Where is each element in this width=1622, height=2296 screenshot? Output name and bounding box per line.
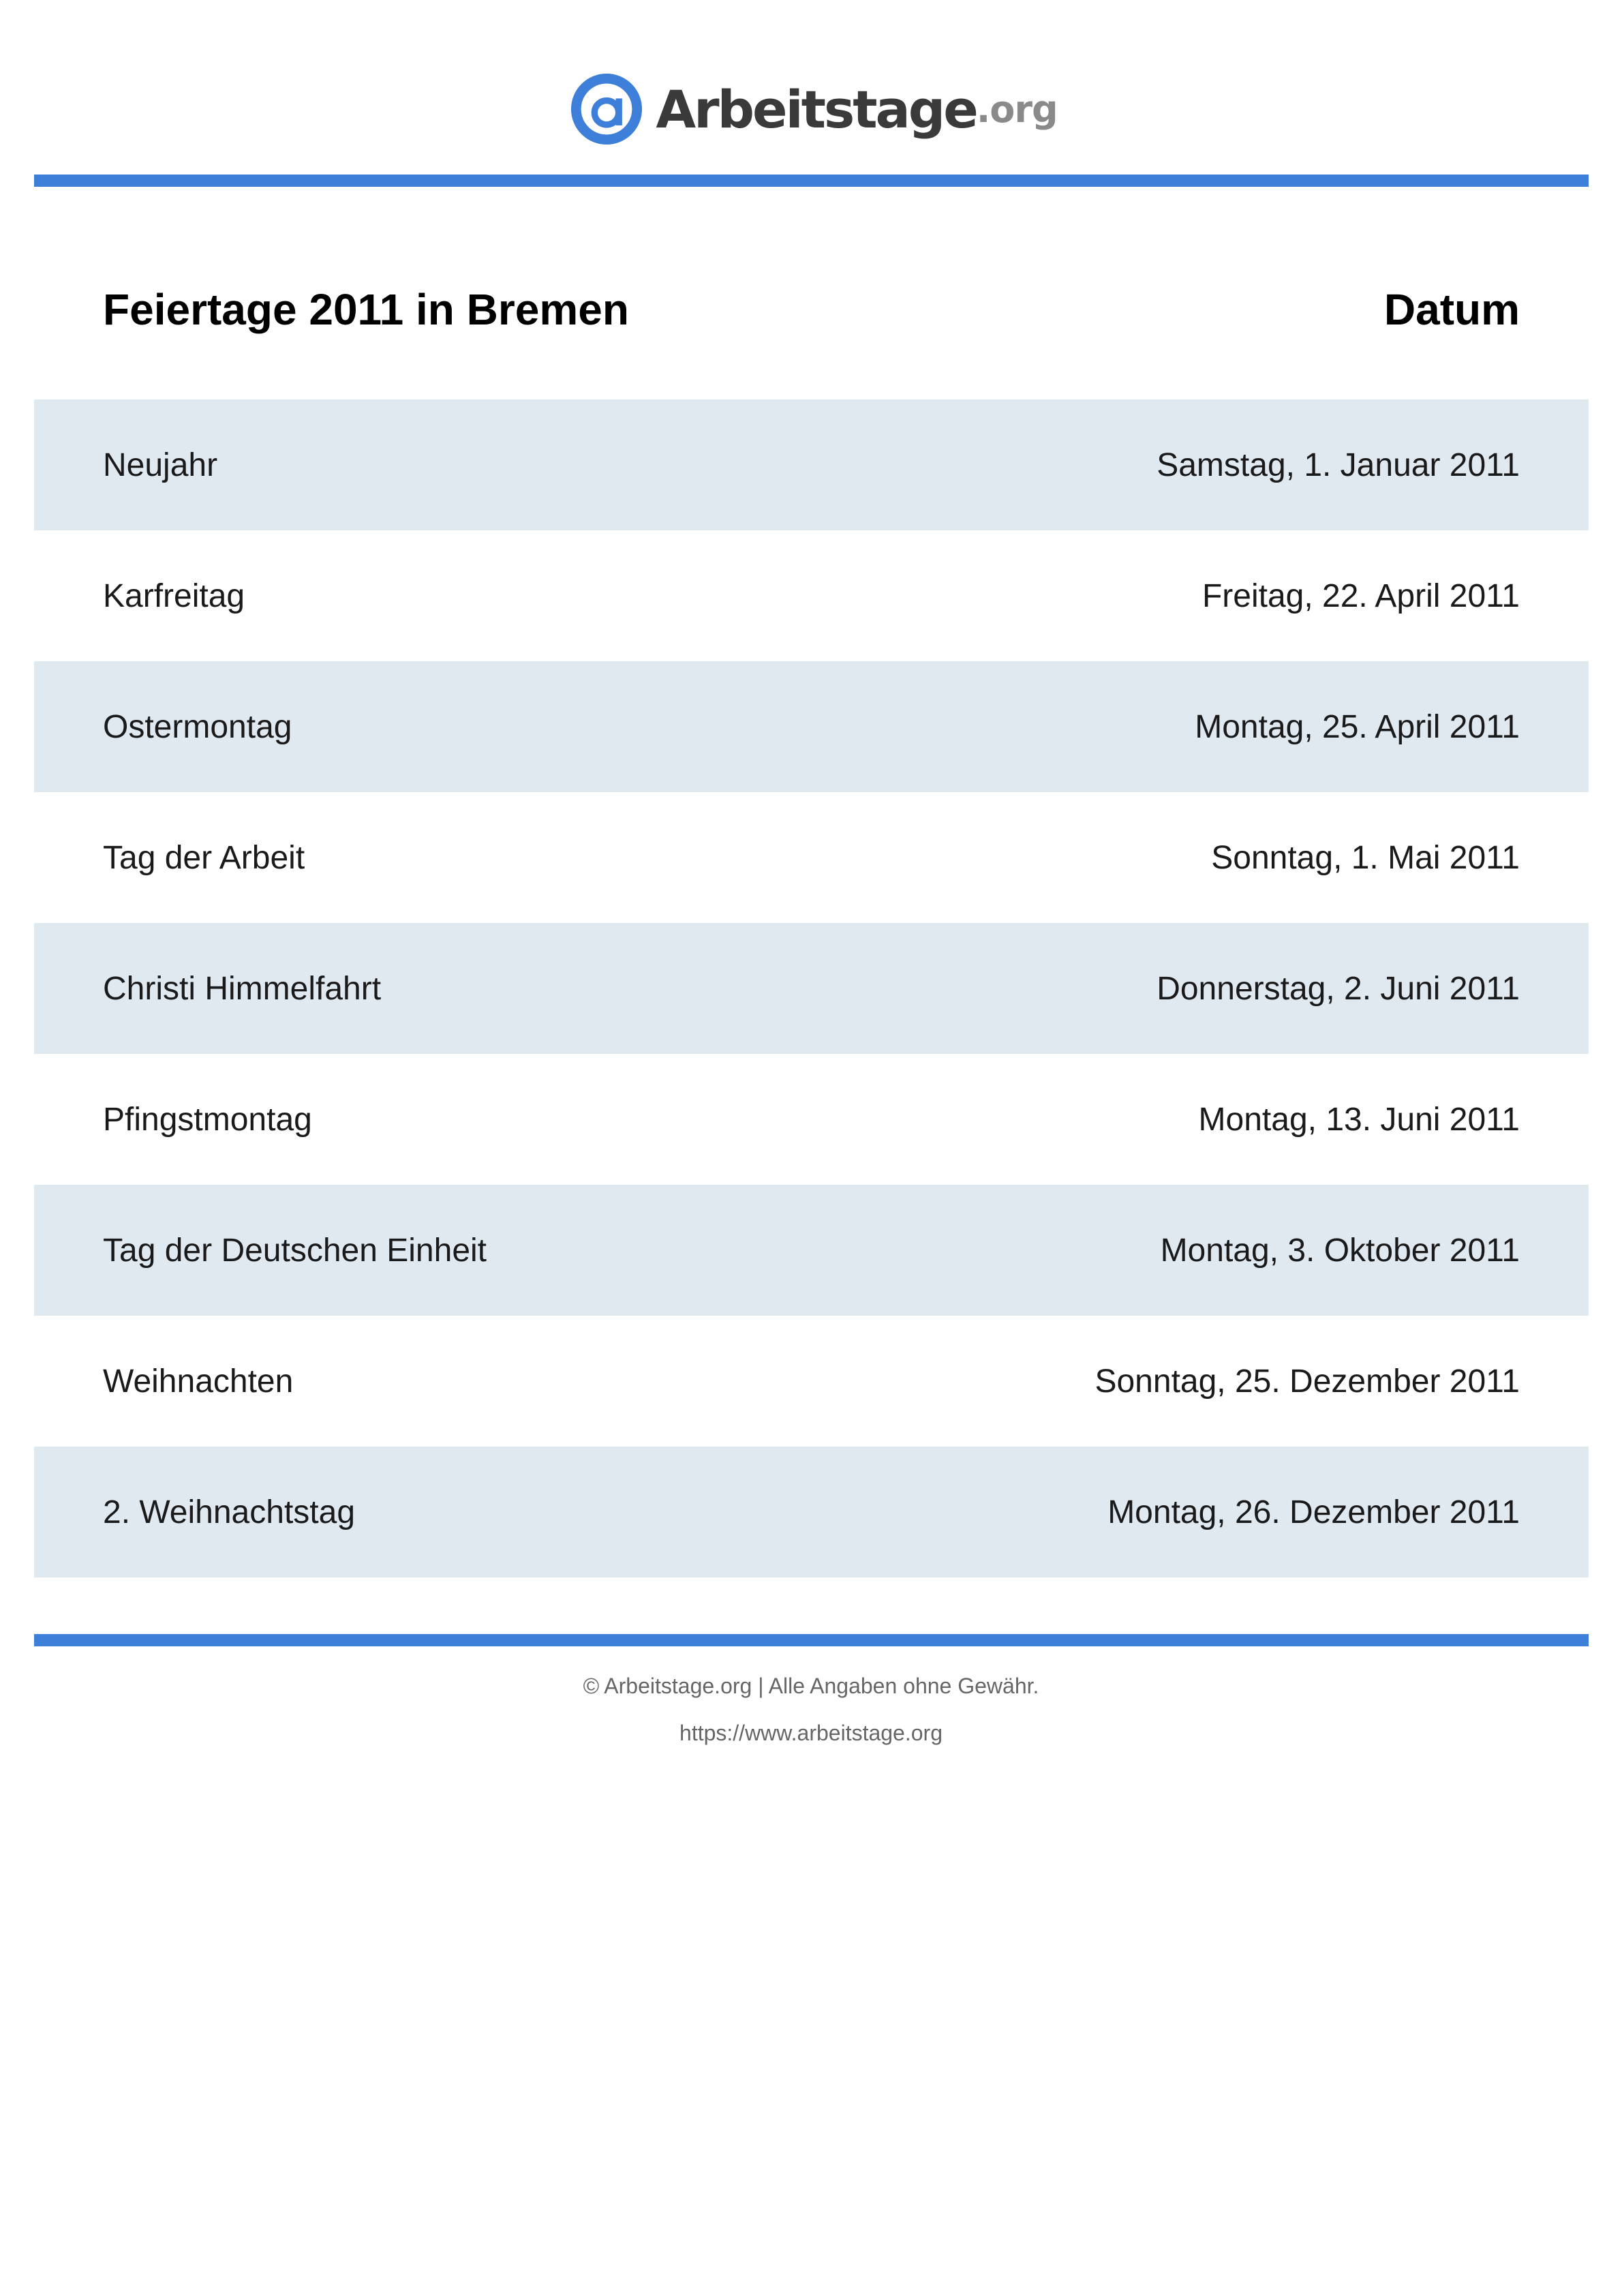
- holiday-name: Tag der Arbeit: [103, 839, 305, 876]
- holiday-date: Samstag, 1. Januar 2011: [1157, 447, 1520, 483]
- table-row: [34, 923, 1589, 1054]
- holiday-name: Pfingstmontag: [103, 1101, 312, 1138]
- holiday-date: Montag, 3. Oktober 2011: [1160, 1232, 1520, 1269]
- at-sign-icon: [571, 74, 642, 145]
- holiday-name: Christi Himmelfahrt: [103, 970, 382, 1007]
- site-logo[interactable]: [0, 68, 1622, 150]
- holiday-date: Montag, 26. Dezember 2011: [1107, 1494, 1520, 1530]
- table-row: [34, 399, 1589, 530]
- table-row: [34, 792, 1589, 923]
- holiday-name: Karfreitag: [103, 577, 245, 614]
- table-row: [34, 1185, 1589, 1316]
- holiday-date: Freitag, 22. April 2011: [1202, 577, 1520, 614]
- holiday-table: [34, 220, 1589, 1577]
- holiday-date: Sonntag, 1. Mai 2011: [1211, 839, 1520, 876]
- holiday-name: Tag der Deutschen Einheit: [103, 1232, 487, 1269]
- footer-url-link[interactable]: https://www.arbeitstage.org: [679, 1721, 943, 1745]
- table-row: [34, 530, 1589, 661]
- logo-domain-suffix: .org: [976, 87, 1058, 131]
- holiday-date: Montag, 13. Juni 2011: [1198, 1101, 1520, 1138]
- footer-copyright: © Arbeitstage.org | Alle Angaben ohne Gewähr.: [583, 1674, 1039, 1698]
- holiday-name: 2. Weihnachtstag: [103, 1494, 356, 1530]
- bottom-divider: [34, 1634, 1589, 1646]
- holiday-date: Sonntag, 25. Dezember 2011: [1095, 1363, 1520, 1400]
- date-column-header: Datum: [1383, 285, 1520, 334]
- holiday-name: Neujahr: [103, 447, 218, 483]
- table-row: [34, 661, 1589, 792]
- holiday-name: Weihnachten: [103, 1363, 294, 1400]
- holiday-name: Ostermontag: [103, 708, 292, 745]
- holiday-date: Donnerstag, 2. Juni 2011: [1157, 970, 1520, 1007]
- table-header: [34, 220, 1589, 399]
- top-divider: [34, 175, 1589, 187]
- logo-wordmark: Arbeitstage: [656, 78, 977, 140]
- table-row: [34, 1316, 1589, 1447]
- table-row: [34, 1054, 1589, 1185]
- table-title: Feiertage 2011 in Bremen: [103, 285, 629, 334]
- table-row: [34, 1447, 1589, 1577]
- holiday-date: Montag, 25. April 2011: [1195, 708, 1520, 745]
